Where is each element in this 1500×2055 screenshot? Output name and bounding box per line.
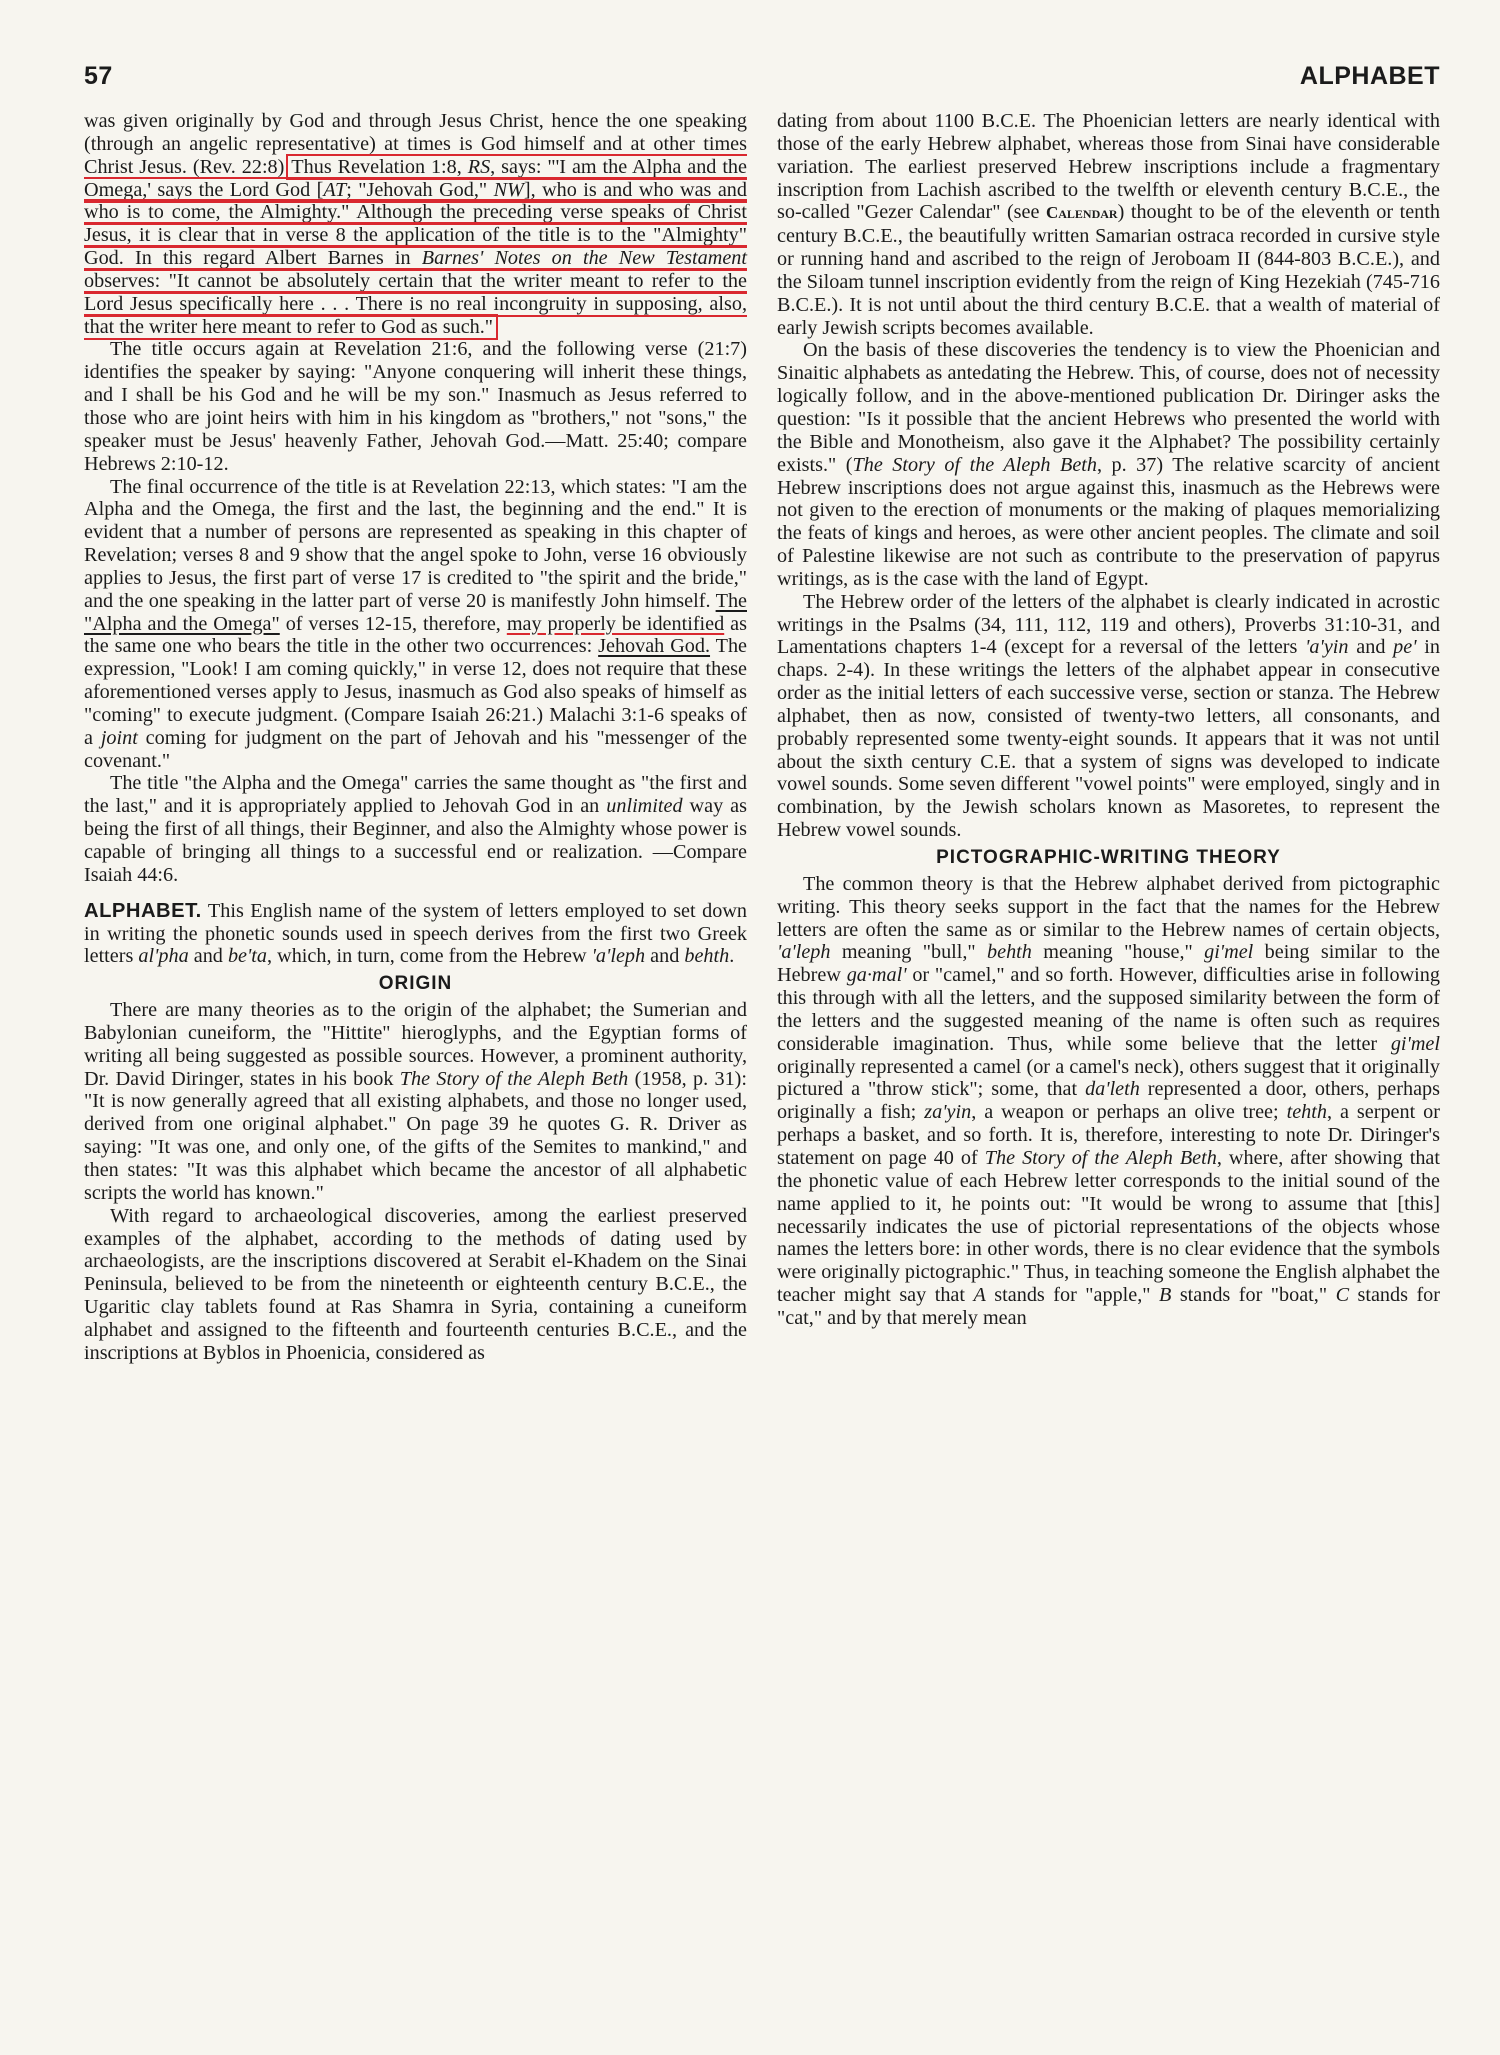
- italic-text: The Story of the Aleph Beth: [399, 1067, 629, 1090]
- paragraph: [777, 591, 1440, 842]
- italic-text: C: [1335, 1284, 1350, 1307]
- text: meaning "bull,": [830, 941, 988, 964]
- text: observes: "It cannot be absolutely certain that the writer meant to refer to the Lord Jesus specifically here . . . There is no real incongruity in supposing, also, that the writer here meant to refer to God as such.": [84, 269, 747, 338]
- text: , p. 37) The relative scarcity of ancient Hebrew inscriptions does not argue against this, inasmuch as the Hebrews were not given to the erection of monuments or the making of plaques memorializing the feats of kings and heroes, as were other ancient peoples. The climate and soil of Palestine likewise are not such as contribute to the preservation of papyrus writings, as is the case with the land of Egypt.: [777, 453, 1440, 590]
- text: in chaps. 2-4). In these writings the letters of the alphabet appear in consecutive order as the initial letters of each successive verse, section or stanza. The Hebrew alphabet, then as now, consisted of twenty-two letters, all consonants, and probably represented some twenty-eight sounds. It appears that it was not until about the sixth century C.E. that a system of signs was developed to indicate vowel sounds. Some seven different "vowel points" were employed, singly and in combination, by the Jewish scholars known as Masoretes, to represent the Hebrew vowel sounds.: [777, 636, 1440, 842]
- text: meaning "house,": [1031, 941, 1205, 964]
- text: of verses 12-15, therefore,: [279, 612, 507, 635]
- text: stands for "boat,": [1171, 1284, 1336, 1307]
- underlined-text: The "Alpha and the Omega": [84, 589, 747, 635]
- left-column: [84, 110, 747, 1365]
- paragraph: [777, 110, 1440, 339]
- italic-text: al'pha: [138, 945, 189, 968]
- entry-headword: ALPHABET.: [84, 899, 202, 922]
- italic-text: gi'mel: [1390, 1032, 1440, 1055]
- italic-text: RS: [467, 155, 491, 178]
- italic-text: 'a'leph: [777, 941, 831, 964]
- italic-text: A: [973, 1284, 986, 1307]
- text: originally represented a camel (or a camel's neck), others suggest that it originally pictured a "throw stick"; some, that: [777, 1055, 1440, 1101]
- text: ) thought to be of the eleventh or tenth century B.C.E., the beautifully written Samarian ostraca recorded in cursive style or running hand and ascribed to the reign of Jeroboam II (844-803 B.C.E.), and the Siloam tunnel inscription evidently from the reign of King Hezekiah (745-716 B.C.E.). It is not until about the third century B.C.E. that a wealth of material of early Jewish scripts becomes available.: [777, 201, 1440, 339]
- italic-text: NW: [493, 178, 524, 201]
- text: and: [188, 945, 228, 968]
- italic-text: ga·mal': [846, 964, 907, 987]
- text: The title "the Alpha and the Omega" carries the same thought as "the first and the last," and it is appropriately applied to Jehovah God in an: [84, 772, 747, 818]
- highlight-box: [84, 154, 747, 340]
- text: , a serpent or perhaps a basket, and so forth. It is, therefore, interesting to note Dr. Diringer's statement on page 40 of: [777, 1101, 1440, 1169]
- text: On the basis of these discoveries the tendency is to view the Phoenician and Sinaitic alphabets as antedating the Hebrew. This, of course, does not of necessity logically follow, and in the above-mentioned publication Dr. Diringer asks the question: "Is it possible that the ancient Hebrews who presented the world with the Bible and Monotheism, also gave it the Alphabet? The possibility certainly exists." (: [777, 339, 1440, 476]
- italic-text: 'a'yin: [1305, 636, 1349, 659]
- text: The common theory is that the Hebrew alphabet derived from pictographic writing. This theory seeks support in the fact that the names for the Hebrew letters are often the same as or similar to the Hebrew names of certain objects,: [777, 872, 1440, 941]
- text: This English name of the system of letters employed to set down in writing the phonetic sounds used in speech derives from the first two Greek letters: [84, 899, 747, 968]
- section-heading-pictographic: PICTOGRAPHIC-WRITING THEORY: [936, 847, 1281, 868]
- italic-text: The Story of the Aleph Beth: [984, 1146, 1217, 1169]
- text: The expression, "Look! I am coming quickly," in verse 12, does not require that these aforementioned verses apply to Jesus, inasmuch as God also speaks of himself as "coming" to execute judgment. (Compare Isaiah 26:21.) Malachi 3:1-6 speaks of a: [84, 635, 747, 749]
- paragraph: [84, 110, 747, 338]
- italic-text: behth: [987, 941, 1032, 964]
- italic-text: joint: [100, 726, 138, 749]
- text: stands for "apple,": [985, 1284, 1159, 1307]
- text: and: [1348, 636, 1394, 659]
- text: , which, in turn, come from the Hebrew: [267, 945, 592, 968]
- paragraph: The title occurs again at Revelation 21:6, and the following verse (21:7) identifies the speaker by saying: "Anyone conquering will inherit these things, and I shall be his God and he will be my son." Inasmuch as Jesus referred to those who are joint heirs with him in his kingdom as "brothers," not "sons," the speaker must be Jesus' heavenly Father, Jehovah God.—Matt. 25:40; compare Hebrews 2:10-12.: [84, 338, 747, 475]
- paragraph: [84, 772, 747, 886]
- text: or "camel," and so forth. However, difficulties arise in following this through with all the letters, and the supposed similarity between the form of the letters and the suggested meaning of the name is often such as requires considerable imagination. Thus, while some believe that the letter: [777, 964, 1440, 1055]
- italic-text: be'ta: [227, 945, 268, 968]
- text: coming for judgment on the part of Jehovah and his "messenger of the covenant.": [84, 726, 747, 772]
- text: , a weapon or perhaps an olive tree;: [971, 1101, 1287, 1124]
- text: The final occurrence of the title is at Revelation 22:13, which states: "I am the Alpha and the Omega, the first and the last, the beginning and the end." It is evident that a number of persons are represented as speaking in this chapter of Revelation; verses 8 and 9 show that the angel spoke to John, verse 16 obviously applies to Jesus, the first part of verse 17 is credited to "the spirit and the bride," and the one speaking in the latter part of verse 20 is manifestly John himself.: [84, 475, 747, 612]
- text: represented a door, others, perhaps originally a fish;: [777, 1078, 1440, 1124]
- header-word: ALPHABET: [1299, 62, 1440, 90]
- text: Thus Revelation 1:8,: [291, 155, 468, 178]
- cross-reference: Calendar: [1045, 203, 1118, 223]
- paragraph: [84, 999, 747, 1205]
- text: stands for "cat," and by that merely mean: [777, 1284, 1440, 1329]
- italic-text: pe': [1393, 636, 1417, 659]
- text: dating from about 1100 B.C.E. The Phoenician letters are nearly identical with those of the early Hebrew alphabet, whereas those from Sinai have considerable variation. The earliest preserved Hebrew inscriptions include a fragmentary inscription from Lachish ascribed to the twelfth or eleventh century B.C.E., the so-called "Gezer Calendar" (see: [777, 110, 1440, 224]
- underlined-text: may properly be identified: [506, 612, 725, 635]
- section-heading-origin: ORIGIN: [378, 973, 453, 995]
- text: There are many theories as to the origin of the alphabet; the Sumerian and Babylonian cuneiform, the "Hittite" hieroglyphs, and the Egyptian forms of writing all being suggested as possible sources. However, a prominent authority, Dr. David Diringer, states in his book: [84, 999, 747, 1090]
- text: and: [645, 945, 685, 968]
- italic-text: za'yin: [924, 1101, 972, 1124]
- underlined-text: Jehovah God.: [598, 635, 711, 658]
- text: The Hebrew order of the letters of the alphabet is clearly indicated in acrostic writings in the Psalms (34, 111, 112, 119 and others), Proverbs 31:10-31, and Lamentations chapters 1-4 (except for a reversal of the letters: [777, 590, 1440, 659]
- page-number: 57: [84, 62, 113, 90]
- text: ; "Jehovah God,": [346, 178, 494, 201]
- text: , says: "'I am the Alpha and the Omega,' says the Lord God [: [84, 155, 747, 201]
- paragraph: With regard to archaeological discoveries, among the earliest preserved examples of the alphabet, according to the methods of dating used by archaeologists, are the inscriptions discovered at Serabit el-Khadem on the Sinai Peninsula, believed to be from the nineteenth or eighteenth century B.C.E., the Ugaritic clay tablets found at Ras Shamra in Syria, containing a cuneiform alphabet and assigned to the fifteenth and fourteenth centuries B.C.E., and the inscriptions at Byblos in Phoenicia, considered as: [84, 1204, 747, 1364]
- italic-text: gi'mel: [1204, 941, 1254, 964]
- text-columns: [84, 110, 1440, 1365]
- italic-text: unlimited: [606, 795, 683, 818]
- text: was given originally by God and through Jesus Christ, hence the one speaking (through an angelic representative) at times is God himself and at other times Christ Jesus. (Rev. 22:8): [84, 110, 747, 178]
- dictionary-entry: [84, 900, 747, 969]
- text: (1958, p. 31): "It is now generally agreed that all existing alphabets, and those no longer used, derived from one original alphabet." On page 39 he quotes G. R. Driver as saying: "It was one, and only one, of the gifts of the Semites to mankind," and then states: "It was this alphabet which became the ancestor of all alphabetic scripts the world has known.": [84, 1067, 747, 1204]
- italic-text: behth: [684, 945, 730, 968]
- text: , where, after showing that the phonetic value of each Hebrew letter corresponds to the initial sound of the name applied to it, he points out: "It would be wrong to assume that [this] necessarily indicates the use of pictorial representations of the objects whose names the letters bore: in other words, there is no clear evidence that the symbols were originally pictographic." Thus, in teaching someone the English alphabet the teacher might say that: [777, 1146, 1440, 1307]
- paragraph: [84, 476, 747, 773]
- italic-text: 'a'leph: [591, 945, 646, 968]
- paragraph: [777, 339, 1440, 590]
- italic-text: Barnes' Notes on the New Testament: [421, 247, 747, 270]
- text: way as being the first of all things, their Beginner, and also the Almighty whose power is capable of bringing all things to a successful end or realization. —Compare Isaiah 44:6.: [84, 795, 748, 886]
- italic-text: The Story of the Aleph Beth: [852, 453, 1097, 476]
- italic-text: B: [1159, 1284, 1172, 1307]
- paragraph: [777, 873, 1440, 1330]
- italic-text: tehth: [1286, 1101, 1327, 1124]
- running-head: [84, 62, 1440, 102]
- italic-text: AT: [323, 178, 347, 201]
- text: as the same one who bears the title in the other two occurrences:: [84, 612, 747, 658]
- text: being similar to the Hebrew: [777, 941, 1440, 987]
- italic-text: da'leth: [1085, 1078, 1140, 1101]
- text: ], who is and who was and who is to come, the Almighty." Although the preceding verse speaks of Christ Jesus, it is clear that in verse 8 the application of the title is to the "Almighty" God. In this regard Albert Barnes in: [84, 178, 747, 270]
- text: .: [729, 945, 735, 968]
- right-column: [777, 110, 1440, 1365]
